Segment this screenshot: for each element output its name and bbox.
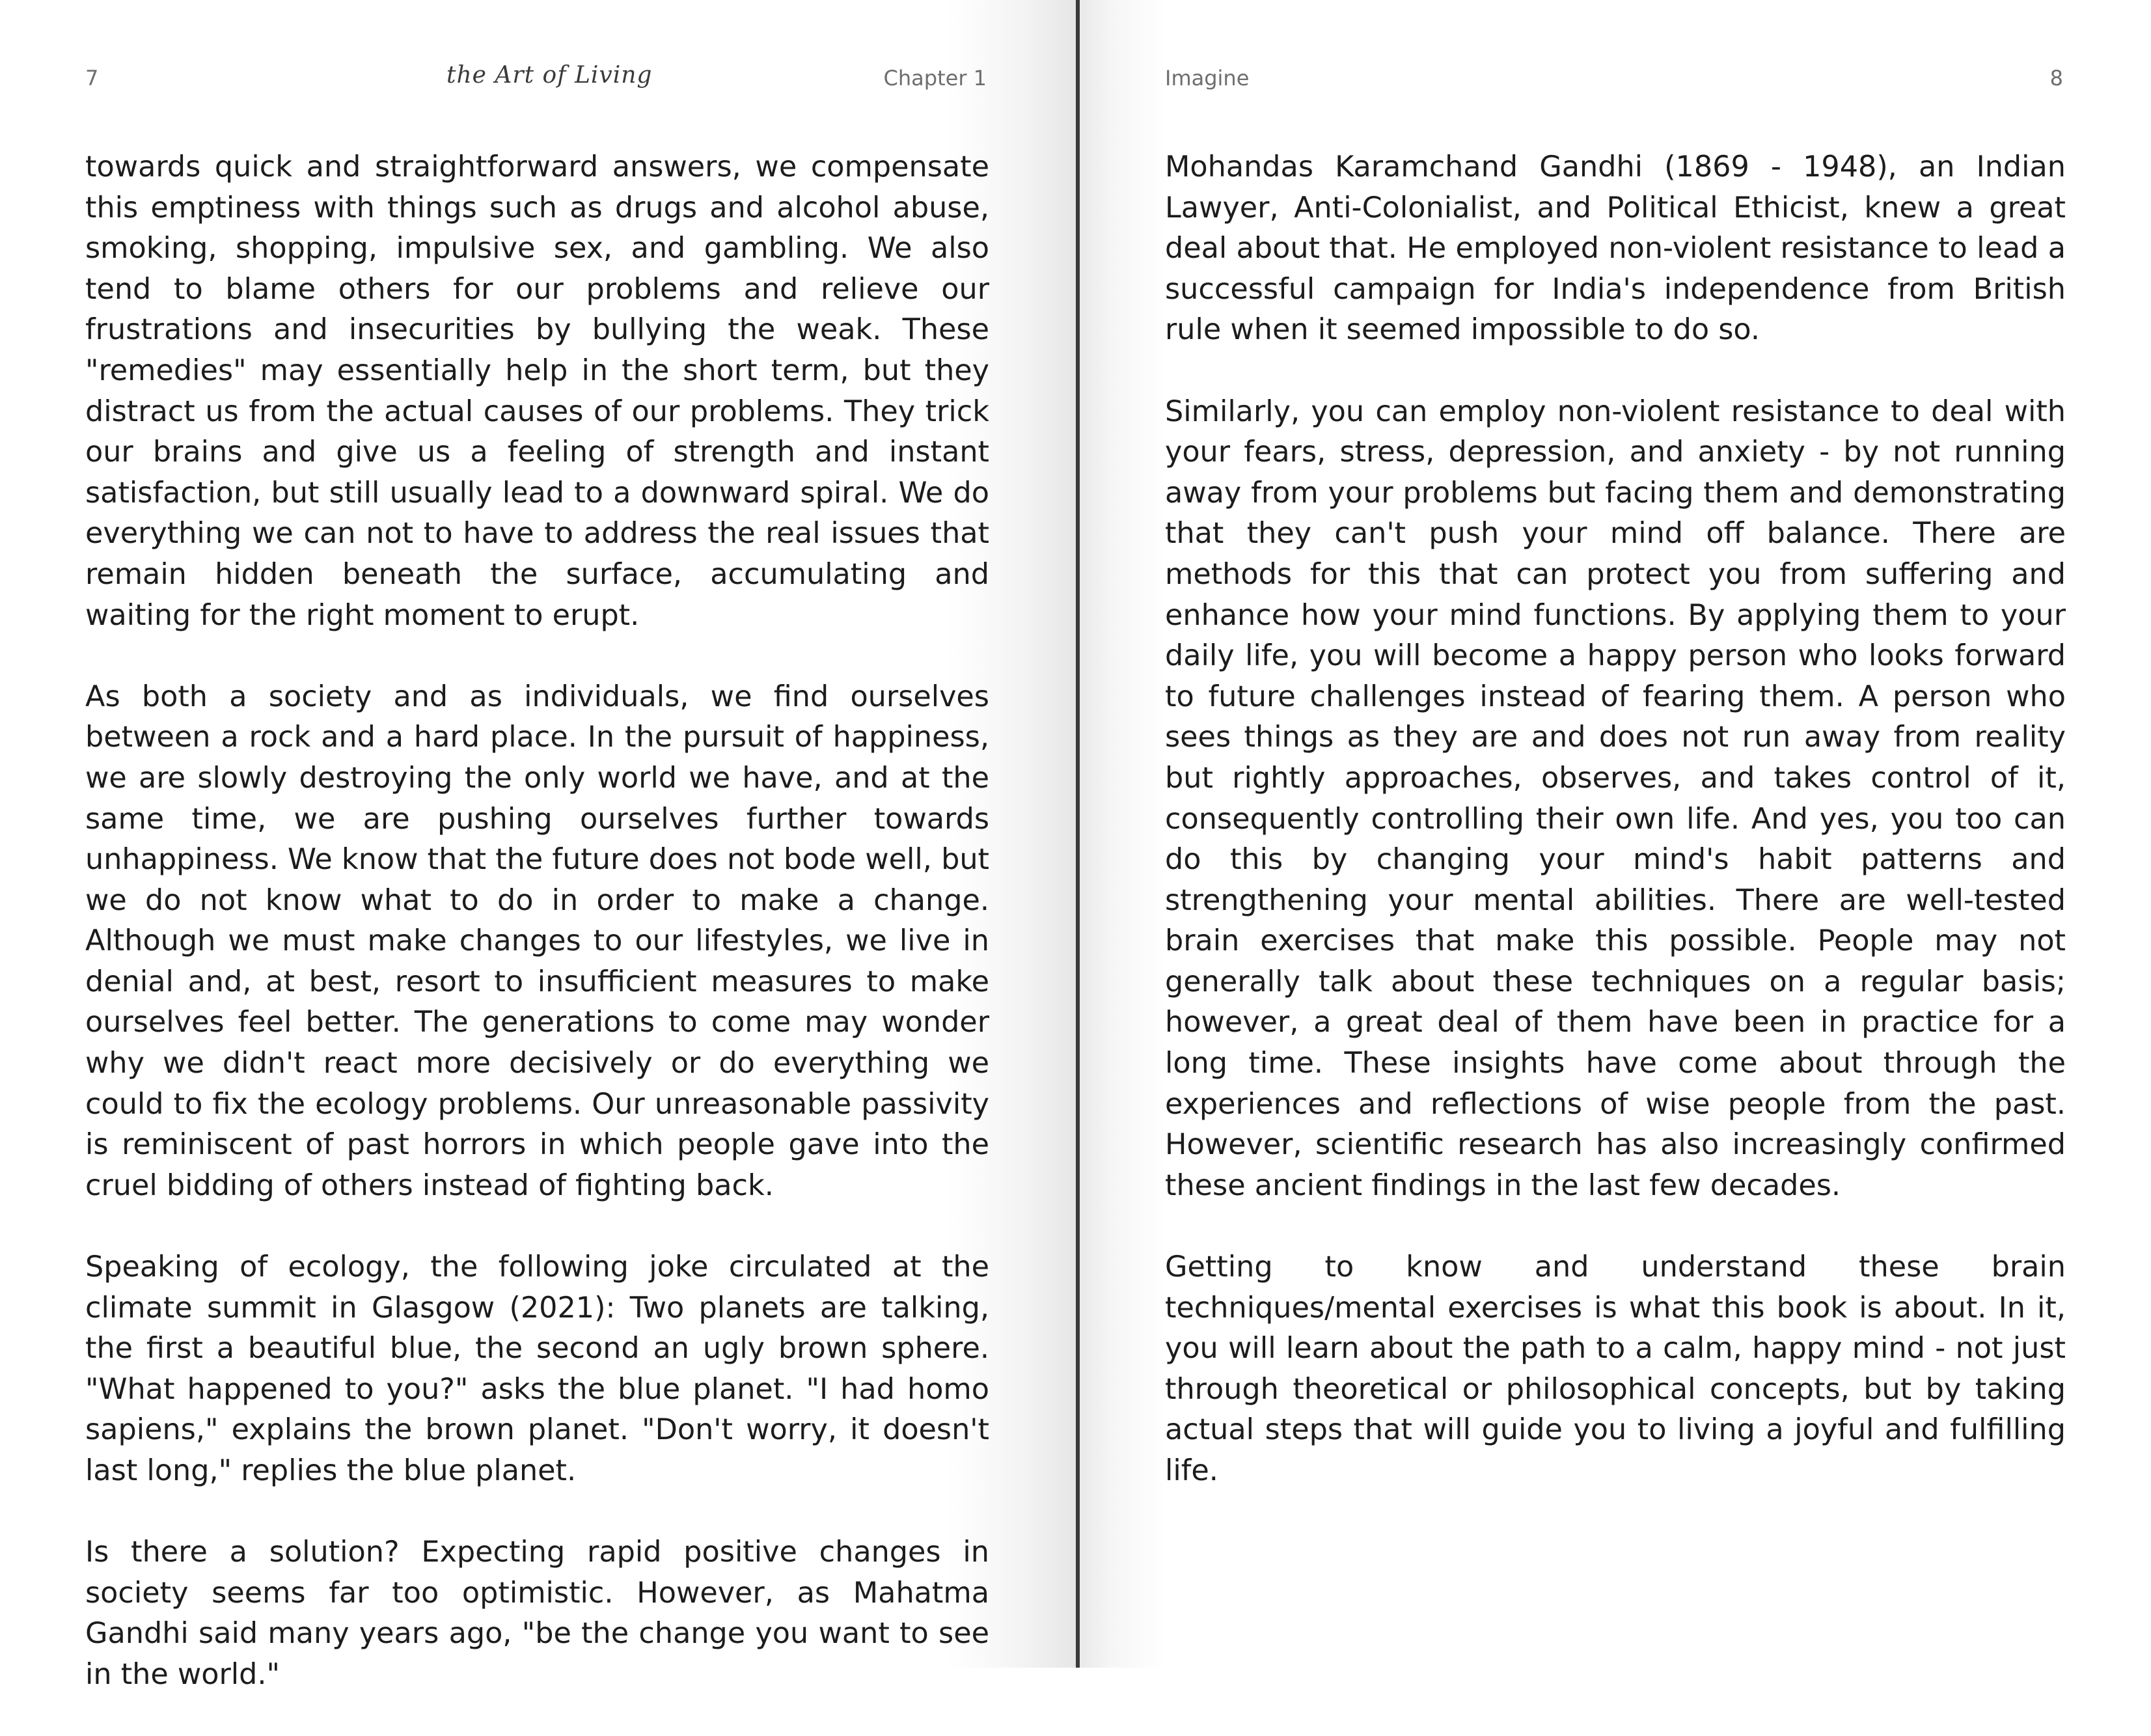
chapter-label: Chapter 1 [883,66,987,90]
left-page-body [85,147,989,1736]
paragraph: Is there a solution? Expecting rapid positive changes in society seems far too optimistic. However, as Mahatma Gandhi said many years ago, "be the change you want to see in the world." [85,1536,989,1691]
right-page-number: 8 [2049,66,2063,90]
paragraph: towards quick and straightforward answers, we compensate this emptiness with things such as drugs and alcohol abuse, smoking, shopping, impulsive sex, and gambling. We also tend to blame others for our problems and relieve our frustrations and insecurities by bullying the weak. These "remedies" may essentially help in the short term, but they distract us from the actual causes of our problems. They trick our brains and give us a feeling of strength and instant satisfaction, but still usually lead to a downward spiral. We do everything we can not to have to address the real issues that remain hidden beneath the surface, accumulating and waiting for the right moment to erupt. [85,150,989,632]
section-label: Imagine [1165,66,1250,90]
book-title-logo: the Art of Living [446,62,653,89]
paragraph: Getting to know and understand these brain techniques/mental exercises is what this book is about. In it, you will learn about the path to a calm, happy mind - not just through theoretical or philosophical concepts, but by taking actual steps that will guide you to living a joyful and fulfilling life. [1165,1250,2066,1487]
paragraph: Speaking of ecology, the following joke circulated at the climate summit in Glasgow (2021): Two planets are talking, the first a beautiful blue, the second an ugly brown sphere. "What happened to you?" asks the blue planet. "I had homo sapiens," explains the brown planet. "Don't worry, it doesn't last long," replies the blue planet. [85,1250,989,1487]
right-page[interactable] [1080,0,2151,1668]
paragraph: Mohandas Karamchand Gandhi (1869 - 1948), an Indian Lawyer, Anti-Colonialist, and Political Ethicist, knew a great deal about that. He employed non-violent resistance to lead a successful campaign for India's independence from British rule when it seemed impossible to do so. [1165,150,2066,347]
left-page[interactable] [0,0,1076,1691]
right-page-body [1165,147,2066,1532]
paragraph: Similarly, you can employ non-violent resistance to deal with your fears, stress, depression, and anxiety - by not running away from your problems but facing them and demonstrating that they can't push your mind off balance. There are methods for this that can protect you from suffering and enhance how your mind functions. By applying them to your daily life, you will become a happy person who looks forward to future challenges instead of fearing them. A person who sees things as they are and does not run away from reality but rightly approaches, observes, and takes control of it, consequently controlling their own life. And yes, you too can do this by changing your mind's habit patterns and strengthening your mental abilities. There are well-tested brain exercises that make this possible. People may not generally talk about these techniques on a regular basis; however, a great deal of them have been in practice for a long time. These insights have come about through the experiences and reflections of wise people from the past. However, scientific research has also increasingly confirmed these ancient findings in the last few decades. [1165,394,2066,1202]
left-page-number: 7 [85,66,99,90]
paragraph: As both a society and as individuals, we find ourselves between a rock and a hard place. In the pursuit of happiness, we are slowly destroying the only world we have, and at the same time, we are pushing ourselves further towards unhappiness. We know that the future does not bode well, but we do not know what to do in order to make a change. Although we must make changes to our lifestyles, we live in denial and, at best, resort to insufficient measures to make ourselves feel better. The generations to come may wonder why we didn't react more decisively or do everything we could to fix the ecology problems. Our unreasonable passivity is reminiscent of past horrors in which people gave into the cruel bidding of others instead of fighting back. [85,680,989,1202]
